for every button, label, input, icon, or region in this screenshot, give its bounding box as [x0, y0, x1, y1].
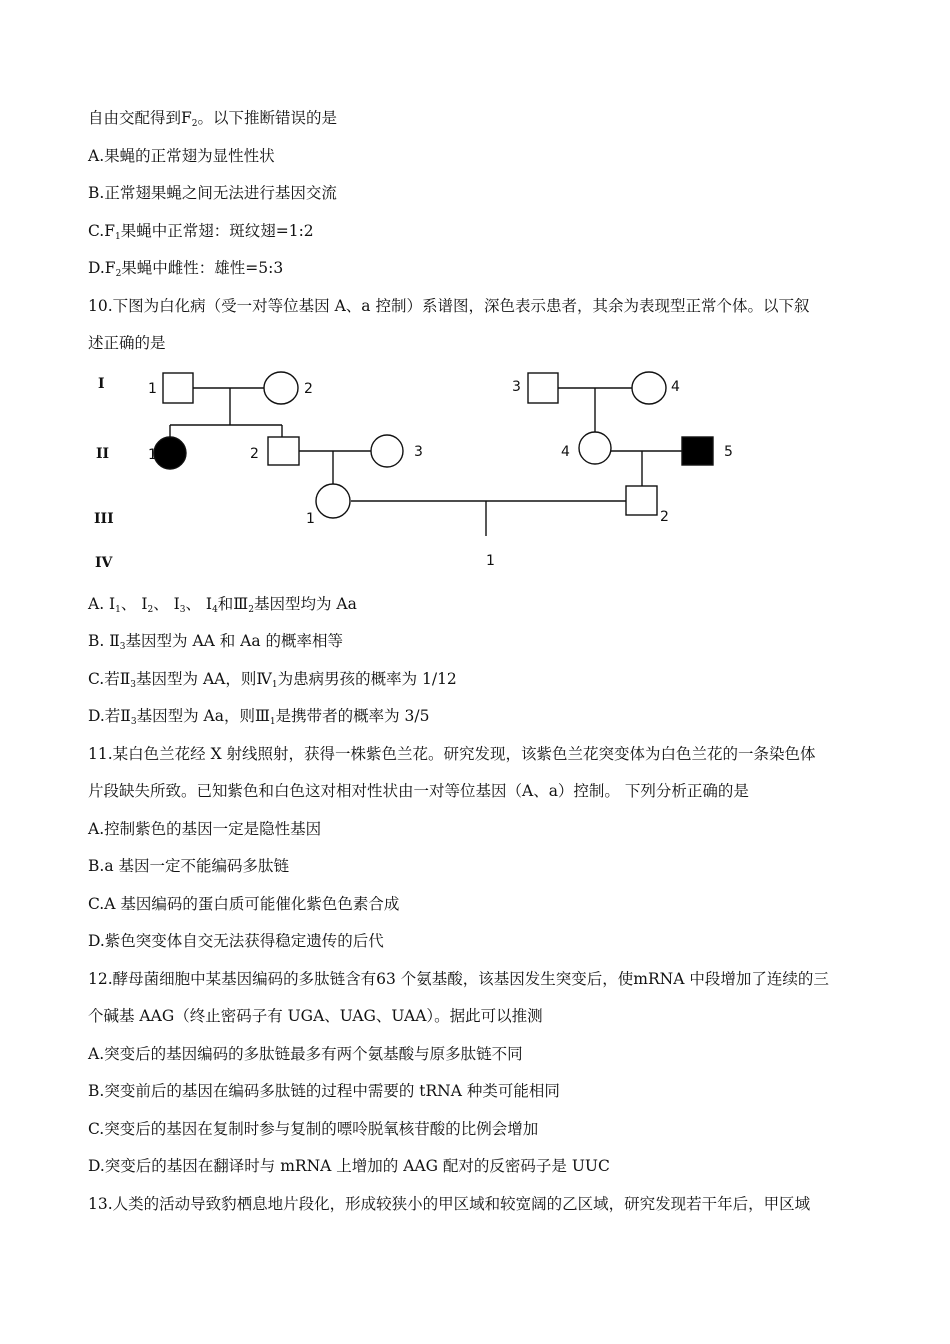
pedigree-II5-affected-male	[682, 437, 713, 465]
pedigree-chart	[88, 368, 768, 578]
q11-option-b: B.a 基因一定不能编码多肽链	[88, 857, 289, 875]
q10-stem-line2: 述正确的是	[88, 334, 166, 352]
pedigree-number-II3: 3	[414, 444, 423, 460]
q10-stem-line1: 10.下图为白化病（受一对等位基因 A、a 控制）系谱图，深色表示患者，其余为表现型正常个体。以下叙	[88, 297, 810, 315]
q9-option-d: $D.F_2$果蝇中雌性：雄性=5:3	[88, 259, 284, 279]
pedigree-number-II4: 4	[561, 444, 570, 460]
q10-option-d: D.若$Ⅱ_3$基因型为 Aa，则$Ⅲ_1$是携带者的概率为 3/5	[88, 707, 430, 727]
pedigree-number-I3: 3	[512, 379, 521, 395]
pedigree-III2-normal-male	[626, 486, 657, 515]
q11-option-c: C.A 基因编码的蛋白质可能催化紫色色素合成	[88, 895, 400, 913]
pedigree-I3-normal-male	[528, 373, 558, 403]
q10-option-c: C.若$Ⅱ_3$基因型为 AA，则$Ⅳ_1$为患病男孩的概率为 1/12	[88, 670, 457, 690]
pedigree-number-I4: 4	[671, 379, 680, 395]
q12-option-a: A.突变后的基因编码的多肽链最多有两个氨基酸与原多肽链不同	[88, 1045, 523, 1063]
q12-stem-line2: 个碱基 AAG（终止密码子有 UGA、UAG、UAA）。据此可以推测	[88, 1007, 543, 1025]
pedigree-number-II5: 5	[724, 444, 733, 460]
pedigree-number-II2: 2	[250, 446, 259, 462]
q12-stem-line1: 12.酵母菌细胞中某基因编码的多肽链含有63 个氨基酸，该基因发生突变后，使mRNA 中段增加了连续的三	[88, 970, 829, 988]
q10-option-a: A. $Ⅰ_1$、 $Ⅰ_2$、 $Ⅰ_3$、 $Ⅰ_4$和$Ⅲ_2$基因型均为 Aa	[88, 595, 357, 615]
generation-label-IV: IV	[95, 555, 113, 571]
q11-option-d: D.紫色突变体自交无法获得稳定遗传的后代	[88, 932, 384, 950]
generation-label-I: I	[98, 376, 105, 392]
pedigree-number-I1: 1	[148, 381, 157, 397]
pedigree-I2-normal-female	[264, 372, 298, 404]
pedigree-II3-normal-female	[371, 435, 403, 467]
pedigree-number-III1: 1	[306, 511, 315, 527]
q12-option-c: C.突变后的基因在复制时参与复制的嘌呤脱氧核苷酸的比例会增加	[88, 1120, 539, 1138]
pedigree-II2-normal-male	[268, 437, 299, 465]
q12-option-b: B.突变前后的基因在编码多肽链的过程中需要的 tRNA 种类可能相同	[88, 1082, 560, 1100]
q9-option-b: B.正常翅果蝇之间无法进行基因交流	[88, 184, 337, 202]
pedigree-II4-normal-female	[579, 432, 611, 464]
pedigree-III1-normal-female	[316, 484, 350, 518]
q10-option-b: B. $Ⅱ_3$基因型为 AA 和 Aa 的概率相等	[88, 632, 344, 652]
generation-label-III: III	[94, 511, 114, 527]
q11-stem-line1: 11.某白色兰花经 X 射线照射，获得一株紫色兰花。研究发现，该紫色兰花突变体为白色兰花的一条染色体	[88, 745, 816, 763]
pedigree-II1-affected-female	[154, 437, 186, 469]
pedigree-number-III2: 2	[660, 509, 669, 525]
q12-option-d: D.突变后的基因在翻译时与 mRNA 上增加的 AAG 配对的反密码子是 UUC	[88, 1157, 610, 1175]
generation-label-II: II	[96, 446, 110, 462]
pedigree-number-I2: 2	[304, 381, 313, 397]
pedigree-I1-normal-male	[163, 373, 193, 403]
pedigree-number-II1: 1	[148, 447, 157, 463]
q9-intro: 自由交配得到$F_2$。以下推断错误的是	[88, 109, 338, 129]
pedigree-number-IV1: 1	[486, 553, 495, 569]
q9-option-c: $C.F_1$果蝇中正常翅：斑纹翅=1:2	[88, 222, 314, 242]
q11-option-a: A.控制紫色的基因一定是隐性基因	[88, 820, 322, 838]
q11-stem-line2: 片段缺失所致。已知紫色和白色这对相对性状由一对等位基因（A、a）控制。 下列分析正确的是	[88, 782, 749, 800]
q13-stem-line1: 13.人类的活动导致豹栖息地片段化，形成较狭小的甲区域和较宽阔的乙区域，研究发现若干年后，甲区域	[88, 1195, 811, 1213]
q9-option-a: A.果蝇的正常翅为显性性状	[88, 147, 275, 165]
pedigree-I4-normal-female	[632, 372, 666, 404]
